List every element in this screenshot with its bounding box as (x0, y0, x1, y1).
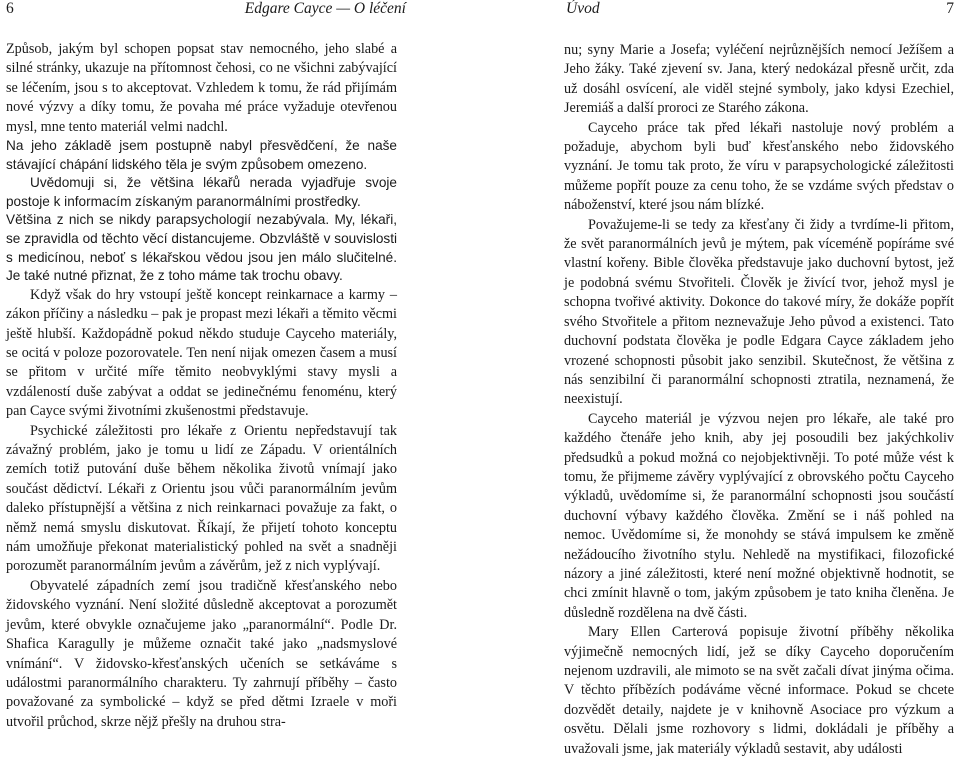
paragraph: Považujeme-li se tedy za křesťany či židy a tvrdíme-li přitom, že svět paranormálních jevů je mýtem, pak víceméně popíráme své vlastní kořeny. Bible člověka představuje jako duchovní bytost, jež je podobná svému Stvořiteli. Člověk je živící tvor, jehož mysl je schopna tvořivé aktivity. Dokonce do takové míry, že dokáže popřít svého Stvořitele a přitom neznevažuje Jeho původ a existenci. Tato duchovní podstata člověka je podle Edgara Cayce základem jeho vrozené schopnosti působit jako senzibil. Skutečnost, že většina z nás senzibilní či paranormální schopnosti ztratila, neznamená, že neexistují. (564, 216, 954, 408)
running-title: Úvod (566, 0, 600, 17)
right-page-header (480, 0, 960, 30)
running-title: Edgare Cayce — O léčení (244, 0, 406, 17)
paragraph: Většina z nich se nikdy parapsychologií nezabývala. My, lékaři, se zpravidla od těchto věcí distancujeme. Obzvláště v souvislosti s medicínou, neboť s lékařskou vědou jsou jen málo slučitelné. Je také nutné přiznat, že z toho máme tak trochu obavy. (6, 212, 397, 284)
paragraph: Cayceho práce tak před lékaři nastoluje nový problém a požaduje, abychom byli buď křesťanského nebo židovského vyznání. Je tomu tak proto, že víru v parapsychologické záležitosti můžeme popřít pouze za cenu toho, že se vzdáme svých představ o náboženství, které jsou nám blízké. (564, 119, 954, 214)
paragraph: Uvědomuji si, že většina lékařů nerada vyjadřuje svoje postoje k informacím získaným paranormálními prostředky. (6, 175, 397, 209)
paragraph: Způsob, jakým byl schopen popsat stav nemocného, jeho slabé a silné stránky, ukazuje na přítomnost čehosi, co ne všichni zabývající se léčením, jsou s to akceptovat. Vzhledem k tomu, že rád přijímám nové výzvy a díky tomu, že povaha mé práce vyžaduje otevřenou mysl, mne tento materiál velmi nadchl. (6, 41, 397, 135)
paragraph: Na jeho základě jsem postupně nabyl přesvědčení, že naše stávající chápání lidského těla je svým způsobem omezeno. (6, 138, 397, 172)
paragraph: Psychické záležitosti pro lékaře z Orientu nepředstavují tak závažný problém, jako je tomu u lidí ze Západu. V orientálních zemích totiž putování duše během několika životů vnímají jako součást dědictví. Lékaři z Orientu jsou vůči paranormálním jevům daleko přístupnější a většina z nich reinkarnaci považuje za fakt, o němž nemá smyslu diskutovat. Říkají, že přijetí tohoto konceptu nám umožňuje překonat materialistický pohled na svět a snadněji porozumět paranormálním jevům a závěrům, jež z nich vyplývají. (6, 422, 397, 575)
paragraph: Když však do hry vstoupí ještě koncept reinkarnace a karmy – zákon příčiny a následku – pak je propast mezi lékaři a těmito věcmi ještě hlubší. Každopádně pokud někdo studuje Cayceho materiály, se ocitá v poloze pozorovatele. Ten není nijak omezen časem a musí se přitom v určité míře těmito neobvyklými stavy mysli a vzdáleností duše zabývat a oddat se jedinečnému fenoménu, který pan Cayce svými životními zkušenostmi představuje. (6, 286, 397, 420)
right-text-column (564, 41, 954, 759)
left-text-column (6, 40, 397, 732)
paragraph: Mary Ellen Carterová popisuje životní příběhy několika výjimečně nemocných lidí, jež se díky Cayceho doporučením nejenom uzdravili, ale mimoto se na svět začali dívat jinýma očima. V těchto příbězích podáváme věcné informace. Pokud se chcete dozvědět detaily, najdete je v knihovně Asociace pro výzkum a osvětu. Dělali jsme rozhovory s lidmi, dokládali je příběhy a uvažovali jsme, jak materiály výkladů sestavit, aby události (564, 624, 954, 757)
left-page (0, 0, 480, 730)
page-number: 7 (946, 0, 954, 17)
left-page-header (0, 0, 480, 30)
page-number: 6 (6, 0, 14, 17)
paragraph: Obyvatelé západních zemí jsou tradičně křesťanského nebo židovského vyznání. Není složité důsledně akceptovat a porozumět jevům, které obvykle označujeme jako „paranormální“. Podle Dr. Shafica Karagully je můžeme označit také jako „nadsmyslové vnímání“. V židovsko-křesťanských učeních se setkáváme s událostmi paranormálního charakteru. Ty zahrnují příběhy – často považované za symbolické – když se před dětmi Izraele v moři utvořil průchod, skrze nějž přešly na druhou stra- (6, 577, 397, 730)
right-page (480, 0, 960, 757)
paragraph: nu; syny Marie a Josefa; vyléčení nejrůznějších nemocí Ježíšem a Jeho žáky. Také zjevení sv. Jana, který nedokázal přesně určit, zda už dosáhl osvícení, ale viděl stejné symboly, jako kdysi Ezechiel, Jeremiáš a další proroci ze Starého zákona. (564, 42, 954, 117)
paragraph: Cayceho materiál je výzvou nejen pro lékaře, ale také pro každého čtenáře jeho knih, aby jej posoudili bez jakýchkoliv předsudků a pokud možná co nejobjektivněji. To poté může vést k tomu, že přijmeme závěry vyplývající z obrovského počtu Cayceho výkladů, uvědomíme si, že paranormální schopnosti jsou součástí duchovní výbavy každého člověka. Změní se i náš pohled na nemoc. Uvědomíme si, že monohdy se stává impulsem ke změně nežádoucího životního stylu. Nehledě na mystifikaci, filozofické názory a jiné záležitosti, které není možné objektivně hodnotit, se chci zmínit hlavně o tom, jakým způsobem je tato kniha členěna. Je důsledně rozdělena na dvě části. (564, 410, 954, 621)
